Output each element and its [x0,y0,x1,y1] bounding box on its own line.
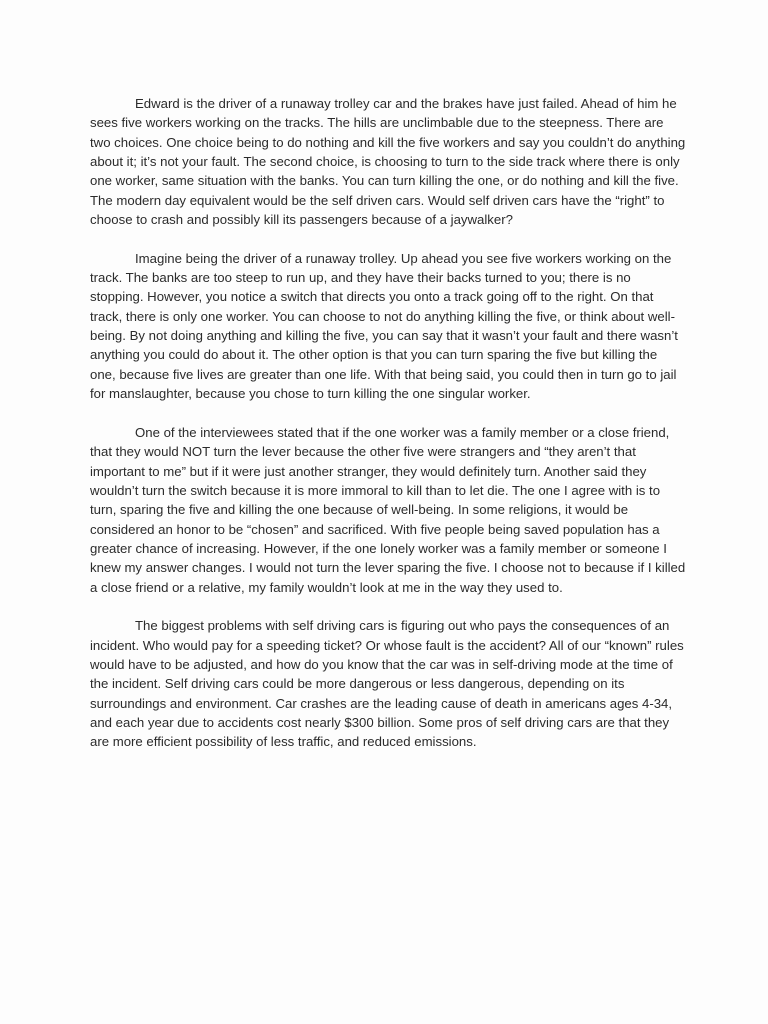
paragraph-imagine-driver: Imagine being the driver of a runaway trolley. Up ahead you see five workers working on the track. The banks are too steep to run up, and they have their backs turned to you; there is no stopping. However, you notice a switch that directs you onto a track going off to the right. On that track, there is only one worker. You can choose to not do anything killing the five, or think about well-being. By not doing anything and killing the five, you can say that it wasn’t your fault and there wasn’t anything you could do about it. The other option is that you can turn sparing the five but killing the one, because five lives are greater than one life. With that being said, you could then in turn go to jail for manslaughter, because you chose to turn killing the one singular worker. [90,250,678,402]
paragraph-self-driving-problems: The biggest problems with self driving cars is figuring out who pays the consequences of an incident. Who would pay for a speeding ticket? Or whose fault is the accident? All of our “known” rules would have to be adjusted, and how do you know that the car was in self-driving mode at the time of the incident. Self driving cars could be more dangerous or less dangerous, depending on its surroundings and environment. Car crashes are the leading cause of death in americans ages 4-34, and each year due to accidents cost nearly $300 billion. Some pros of self driving cars are that they are more efficient possibility of less traffic, and reduced emissions. [90,618,684,750]
paragraph-interviewees: One of the interviewees stated that if the one worker was a family member or a close friend, that they would NOT turn the lever because the other five were strangers and “they aren’t that important to me” but if it were just another stranger, they would definitely turn. Another said they wouldn’t turn the switch because it is more immoral to kill than to let die. The one I agree with is to turn, sparing the five and killing the one because of well-being. In some religions, it would be considered an honor to be “chosen” and sacrificed. With five people being saved population has a greater chance of increasing. However, if the one lonely worker was a family member or someone I knew my answer changes. I would not turn the lever sparing the five. I choose not to because if I killed a close friend or a relative, my family wouldn’t look at me in the way they used to. [90,424,686,595]
paragraph-trolley-intro: Edward is the driver of a runaway trolley car and the brakes have just failed. Ahead of him he sees five workers working on the tracks. The hills are unclimbable due to the steepness. There are two choices. One choice being to do nothing and kill the five workers and say you couldn’t do anything about it; it’s not your fault. The second choice, is choosing to turn to the side track where there is only one worker, same situation with the banks. You can turn killing the one, or do nothing and kill the five. The modern day equivalent would be the self driven cars. Would self driven cars have the “right” to choose to crash and possibly kill its passengers because of a jaywalker? [90,96,686,228]
document-body [90,94,686,771]
